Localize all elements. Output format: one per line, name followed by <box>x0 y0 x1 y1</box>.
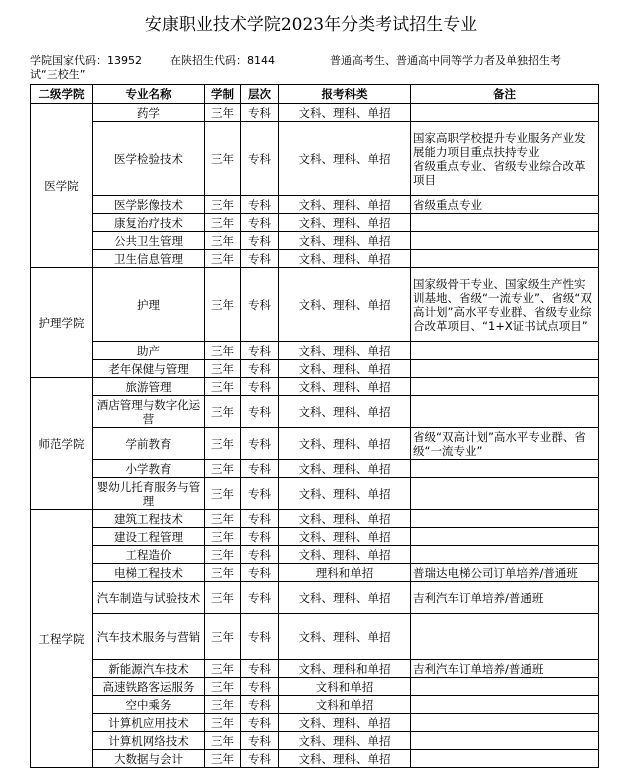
duration: 三年 <box>205 214 241 232</box>
level: 专科 <box>241 460 279 478</box>
note <box>411 732 599 750</box>
subjects: 文科、理科、单招 <box>279 122 411 196</box>
duration: 三年 <box>205 396 241 428</box>
major-name: 新能源汽车技术 <box>93 660 205 678</box>
major-name: 医学检验技术 <box>93 122 205 196</box>
major-name: 康复治疗技术 <box>93 214 205 232</box>
major-name: 建设工程管理 <box>93 528 205 546</box>
note: 国家高职学校提升专业服务产业发展能力项目重点扶持专业 省级重点专业、省级专业综合改革项目 <box>411 122 599 196</box>
duration: 三年 <box>205 528 241 546</box>
note <box>411 614 599 660</box>
note <box>411 528 599 546</box>
note <box>411 104 599 122</box>
level: 专科 <box>241 614 279 660</box>
subjects: 文科、理科、单招 <box>279 396 411 428</box>
subjects: 文科、理科、单招 <box>279 750 411 768</box>
subjects: 文科、理科、单招 <box>279 582 411 614</box>
subjects: 文科、理科、单招 <box>279 460 411 478</box>
level: 专科 <box>241 478 279 510</box>
table-row <box>31 678 599 696</box>
duration: 三年 <box>205 460 241 478</box>
table-row <box>31 750 599 768</box>
major-name: 汽车制造与试验技术 <box>93 582 205 614</box>
note <box>411 396 599 428</box>
level: 专科 <box>241 678 279 696</box>
table-row <box>31 232 599 250</box>
duration: 三年 <box>205 122 241 196</box>
note <box>411 696 599 714</box>
subjects: 文科、理科、单招 <box>279 546 411 564</box>
note <box>411 378 599 396</box>
subjects: 文科、理科、单招 <box>279 214 411 232</box>
table-row <box>31 360 599 378</box>
table-row <box>31 196 599 214</box>
duration: 三年 <box>205 732 241 750</box>
header-college: 二级学院 <box>31 85 93 104</box>
table-row <box>31 214 599 232</box>
major-name: 小学教育 <box>93 460 205 478</box>
duration: 三年 <box>205 546 241 564</box>
major-name: 工程造价 <box>93 546 205 564</box>
subjects: 文科、理科、单招 <box>279 268 411 342</box>
note: 省级重点专业 <box>411 196 599 214</box>
level: 专科 <box>241 104 279 122</box>
major-name: 护理 <box>93 268 205 342</box>
duration: 三年 <box>205 660 241 678</box>
subjects: 文科、理科和单招 <box>279 660 411 678</box>
major-name: 计算机应用技术 <box>93 714 205 732</box>
table-row <box>31 614 599 660</box>
level: 专科 <box>241 250 279 268</box>
level: 专科 <box>241 732 279 750</box>
duration: 三年 <box>205 510 241 528</box>
level: 专科 <box>241 564 279 582</box>
table-body <box>31 104 599 768</box>
level: 专科 <box>241 268 279 342</box>
duration: 三年 <box>205 268 241 342</box>
note <box>411 678 599 696</box>
national-code: 学院国家代码：13952 <box>30 54 142 67</box>
table-row <box>31 732 599 750</box>
note <box>411 214 599 232</box>
header-note: 备注 <box>411 85 599 104</box>
level: 专科 <box>241 696 279 714</box>
level: 专科 <box>241 546 279 564</box>
major-name: 大数据与会计 <box>93 750 205 768</box>
subjects: 文科、理科、单招 <box>279 104 411 122</box>
table-row <box>31 460 599 478</box>
major-name: 卫生信息管理 <box>93 250 205 268</box>
note: 普瑞达电梯公司订单培养/普通班 <box>411 564 599 582</box>
duration: 三年 <box>205 696 241 714</box>
table-row <box>31 582 599 614</box>
major-name: 婴幼儿托育服务与管理 <box>93 478 205 510</box>
table-row <box>31 478 599 510</box>
note <box>411 750 599 768</box>
subjects: 文科、理科、单招 <box>279 250 411 268</box>
duration: 三年 <box>205 360 241 378</box>
table-row <box>31 268 599 342</box>
header-duration: 学制 <box>205 85 241 104</box>
duration: 三年 <box>205 750 241 768</box>
note: 吉利汽车订单培养/普通班 <box>411 660 599 678</box>
subjects: 文科、理科、单招 <box>279 196 411 214</box>
duration: 三年 <box>205 478 241 510</box>
table-row <box>31 696 599 714</box>
applicant-type-line1: 普通高考生、普通高中同等学力者及单独招生考 <box>330 54 561 67</box>
subjects: 文科、理科、单招 <box>279 232 411 250</box>
note <box>411 546 599 564</box>
college-name: 工程学院 <box>31 510 93 768</box>
duration: 三年 <box>205 714 241 732</box>
subjects: 文科、理科、单招 <box>279 378 411 396</box>
college-name: 医学院 <box>31 104 93 268</box>
table-row <box>31 510 599 528</box>
subjects: 文科、理科、单招 <box>279 478 411 510</box>
level: 专科 <box>241 232 279 250</box>
duration: 三年 <box>205 104 241 122</box>
major-name: 高速铁路客运服务 <box>93 678 205 696</box>
page-title: 安康职业技术学院2023年分类考试招生专业 <box>144 15 478 35</box>
subjects: 文科、理科、单招 <box>279 732 411 750</box>
subjects: 文科、理科、单招 <box>279 510 411 528</box>
duration: 三年 <box>205 196 241 214</box>
level: 专科 <box>241 428 279 460</box>
note <box>411 232 599 250</box>
subjects: 文科、理科、单招 <box>279 528 411 546</box>
major-name: 药学 <box>93 104 205 122</box>
subjects: 文科、理科、单招 <box>279 342 411 360</box>
subjects: 文科和单招 <box>279 678 411 696</box>
major-name: 公共卫生管理 <box>93 232 205 250</box>
college-name: 师范学院 <box>31 378 93 510</box>
provincial-code: 在陕招生代码：8144 <box>170 54 275 67</box>
level: 专科 <box>241 122 279 196</box>
major-name: 建筑工程技术 <box>93 510 205 528</box>
table-row <box>31 546 599 564</box>
subjects: 文科和单招 <box>279 696 411 714</box>
level: 专科 <box>241 660 279 678</box>
note: 吉利汽车订单培养/普通班 <box>411 582 599 614</box>
note <box>411 478 599 510</box>
major-name: 医学影像技术 <box>93 196 205 214</box>
note <box>411 360 599 378</box>
duration: 三年 <box>205 614 241 660</box>
table-row <box>31 528 599 546</box>
header-major: 专业名称 <box>93 85 205 104</box>
major-name: 计算机网络技术 <box>93 732 205 750</box>
duration: 三年 <box>205 250 241 268</box>
note <box>411 460 599 478</box>
duration: 三年 <box>205 428 241 460</box>
major-name: 老年保健与管理 <box>93 360 205 378</box>
subjects: 理科和单招 <box>279 564 411 582</box>
table-row <box>31 250 599 268</box>
level: 专科 <box>241 714 279 732</box>
level: 专科 <box>241 510 279 528</box>
table-row <box>31 396 599 428</box>
note <box>411 250 599 268</box>
table-row <box>31 122 599 196</box>
major-name: 汽车技术服务与营销 <box>93 614 205 660</box>
note: 省级“双高计划”高水平专业群、省级“一流专业” <box>411 428 599 460</box>
table-row <box>31 660 599 678</box>
level: 专科 <box>241 582 279 614</box>
table-header-row <box>31 85 599 104</box>
major-name: 酒店管理与数字化运营 <box>93 396 205 428</box>
note <box>411 342 599 360</box>
subjects: 文科、理科、单招 <box>279 360 411 378</box>
level: 专科 <box>241 528 279 546</box>
header-subjects: 报考科类 <box>279 85 411 104</box>
level: 专科 <box>241 396 279 428</box>
level: 专科 <box>241 750 279 768</box>
major-name: 电梯工程技术 <box>93 564 205 582</box>
table-row <box>31 714 599 732</box>
level: 专科 <box>241 214 279 232</box>
subjects: 文科、理科、单招 <box>279 614 411 660</box>
level: 专科 <box>241 342 279 360</box>
major-name: 空中乘务 <box>93 696 205 714</box>
duration: 三年 <box>205 232 241 250</box>
note <box>411 510 599 528</box>
table-row <box>31 428 599 460</box>
majors-table <box>30 84 599 768</box>
level: 专科 <box>241 360 279 378</box>
duration: 三年 <box>205 378 241 396</box>
note: 国家级骨干专业、国家级生产性实训基地、省级“一流专业”、省级“双高计划”高水平专业群、省级专业综合改革项目、“1+X证书试点项目” <box>411 268 599 342</box>
header-level: 层次 <box>241 85 279 104</box>
duration: 三年 <box>205 342 241 360</box>
duration: 三年 <box>205 564 241 582</box>
applicant-type-line2: 试“三校生” <box>30 68 86 81</box>
major-name: 学前教育 <box>93 428 205 460</box>
level: 专科 <box>241 378 279 396</box>
table-row <box>31 104 599 122</box>
college-name: 护理学院 <box>31 268 93 378</box>
subjects: 文科、理科、单招 <box>279 714 411 732</box>
duration: 三年 <box>205 678 241 696</box>
table-row <box>31 564 599 582</box>
table-row <box>31 378 599 396</box>
subjects: 文科、理科、单招 <box>279 428 411 460</box>
level: 专科 <box>241 196 279 214</box>
duration: 三年 <box>205 582 241 614</box>
note <box>411 714 599 732</box>
table-row <box>31 342 599 360</box>
major-name: 旅游管理 <box>93 378 205 396</box>
major-name: 助产 <box>93 342 205 360</box>
